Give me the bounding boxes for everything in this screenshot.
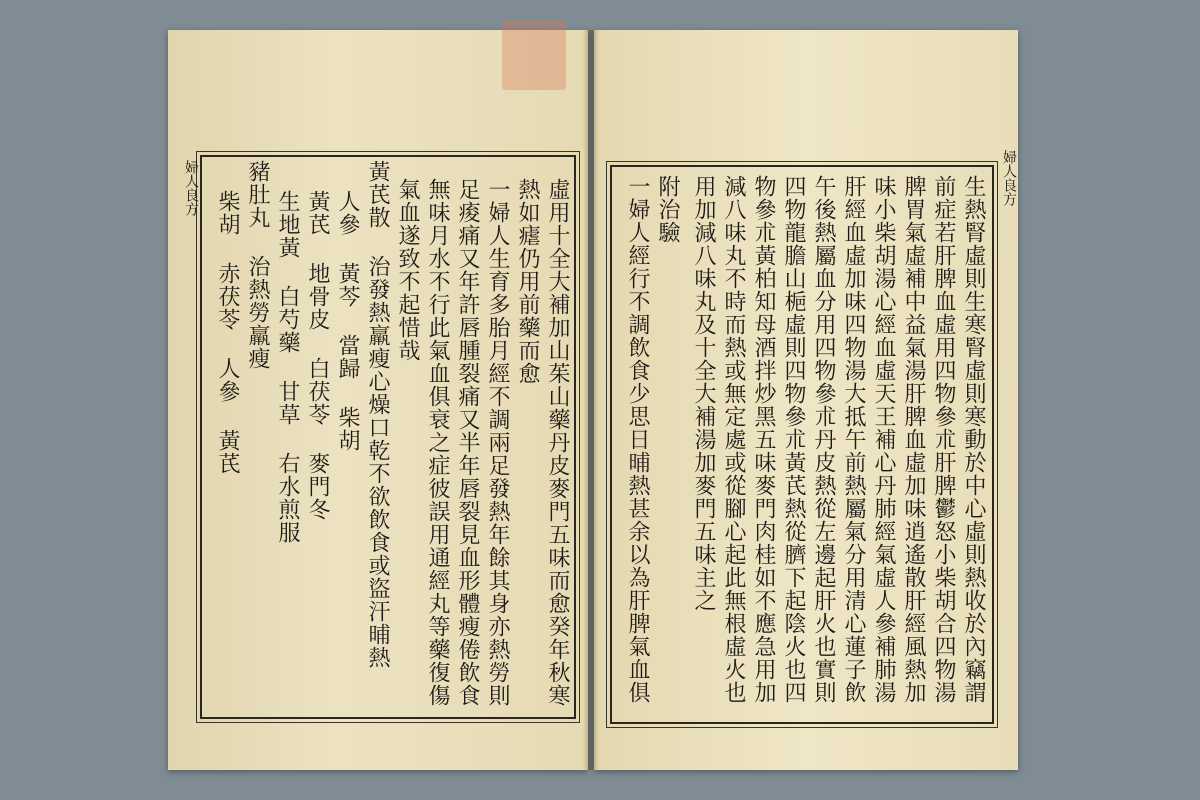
left-column-11: 豬肚丸 治熱勞羸瘦 (245, 160, 270, 370)
left-column-8: 人參 黃芩 當歸 柴胡 (335, 190, 360, 452)
right-column-8: 物參朮黃柏知母酒拌炒黑五味麥門肉桂如不應急用加 (751, 175, 776, 704)
left-margin-title: 婦人良方 (183, 160, 199, 216)
right-margin-title: 婦人良方 (1001, 150, 1017, 206)
left-column-9: 黃芪 地骨皮 白茯苓 麥門冬 (305, 190, 330, 521)
right-column-9: 減八味丸不時而熱或無定處或從腳心起此無根虛火也 (721, 175, 746, 704)
right-column-7: 四物龍膽山梔虛則四物參朮黃芪熱從臍下起陰火也四 (781, 175, 806, 704)
right-column-1: 生熱腎虛則生寒腎虛則寒動於中心虛則熱收於內竊謂 (961, 175, 986, 704)
right-column-4: 味小柴胡湯心經血虛天王補心丹肺經氣虛人參補肺湯 (871, 175, 896, 704)
left-column-5: 無味月水不行此氣血俱衰之症彼誤用通經丸等藥復傷 (425, 178, 450, 707)
left-column-1: 虛用十全大補加山茱山藥丹皮麥門五味而愈癸年秋寒 (545, 178, 570, 707)
left-column-6: 氣血遂致不起惜哉 (395, 178, 420, 362)
right-column-12: 一婦人經行不調飲食少思日晡熱甚余以為肝脾氣血俱 (625, 175, 650, 704)
left-column-12: 柴胡 赤茯苓 人參 黃芪 (215, 190, 240, 475)
right-column-5: 肝經血虛加味四物湯大抵午前熱屬氣分用清心蓮子飲 (841, 175, 866, 704)
left-column-3: 一婦人生育多胎月經不調兩足發熱年餘其身亦熱勞則 (485, 178, 510, 707)
right-column-11: 附治驗 (655, 175, 680, 244)
left-column-2: 熱如瘧仍用前藥而愈 (515, 178, 540, 385)
book-gutter (583, 30, 599, 770)
left-column-7: 黃芪散 治發熱羸瘦心燥口乾不欲飲食或盜汗晡熱 (365, 160, 390, 669)
right-column-6: 午後熱屬血分用四物參朮丹皮熱從左邊起肝火也實則 (811, 175, 836, 704)
right-column-3: 脾胃氣虛補中益氣湯肝脾血虛加味逍遙散肝經風熱加 (901, 175, 926, 704)
right-column-2: 前症若肝脾血虛用四物參朮肝脾鬱怒小柴胡合四物湯 (931, 175, 956, 704)
left-column-4: 足痠痛又年許唇腫裂痛又半年唇裂見血形體瘦倦飲食 (455, 178, 480, 707)
left-column-10: 生地黃 白芍藥 甘草 右水煎服 (275, 190, 300, 544)
library-seal (502, 20, 566, 90)
right-column-10: 用加減八味丸及十全大補湯加麥門五味主之 (691, 175, 716, 612)
